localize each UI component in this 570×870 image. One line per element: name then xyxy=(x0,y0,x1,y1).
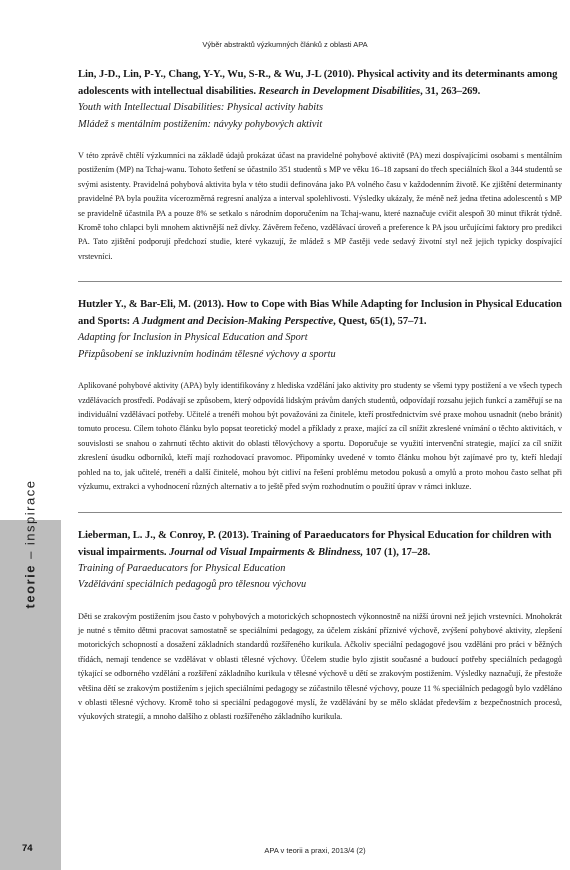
entry-2-abstract: Aplikované pohybové aktivity (APA) byly identifikovány z hlediska vzdělání jako aktivity pro studenty se všemi typy postižení a ve všech typech vzdělávacích prostředí. Podávají se způsobem, který odpovídá lidským právům daných studentů, odpovídají rozsahu jejich funkcí a zaměřují se na individuální vzdělávací potřeby. Učitelé a trenéři mohou být považováni za činitele, kteří prostřednictvím své praxe mohou usnadnit (nebo bránit) tomuto procesu. Cílem tohoto článku bylo popsat teoretický model a příklady z praxe, mající za cíl snížit zkreslené vnímání o těchto aktivitách, v souvislosti se snahou o zahrnutí těchto aktivit do oblasti tělovýchovy a sportu. Doporučuje se využití intervenční strategie, mající za cíl snížit zkreslení úsudku odborníků, kteří mají rozhodovací pravomoc. Připomínky uvedené v tomto článku mohou být zajímavé pro ty, kteří hledají pohled na to, jak učitelé, trenéři a další činitelé, mohou být citliví na řešení problému metodou pokusů a omylů a proto mohou často selhat při výzkumu, extrakci a vyhodnocení různých alternativ a to ještě před svým rozhodnutím o použití úprav v rámci inkluze. xyxy=(78,381,562,492)
entry-2-subtitle-en: Adapting for Inclusion in Physical Education and Sport xyxy=(78,332,308,344)
entry-2-citation xyxy=(78,296,562,330)
entry-1-citation xyxy=(78,66,562,100)
main-content xyxy=(78,66,562,725)
entry-3-subtitle-en: Training of Paraeducators for Physical Education xyxy=(78,562,286,574)
citation-journal: Journal od Visual Impairments & Blindness, xyxy=(169,546,364,558)
entry-1-subtitle-en: Youth with Intellectual Disabilities: Physical activity habits xyxy=(78,102,324,113)
entry-3-abstract: Děti se zrakovým postižením jsou často v pohybových a motorických schopnostech výkonnostně na nižší úrovni než jejich vrstevníci. Mnohokrát je nutné s těmito dětmi pracovat samostatně se speciálními pedagogy, za účelem získání příznivé výchově, zvýšení pohybové aktivity, zlepšení motorických schopností a dosažení základních standardů rozšířeného kurikula. Ačkoliv speciální pedagogové jsou vzděláni pro práci v běžných třídách, nemají tendence se vzdělávat v oblasti tělesné výchovy. Účelem studie bylo zjistit současné a budoucí potřeby speciálních pedagogů týkající se odborného vzdělání a rozšíření základního kurikula v tělesné výchově u dětí se zrakovým postižením. Výsledky naznačují, že přestože většina dětí se zrakovým postižením s jejich speciálními pedagogy se zúčastnilo tělesné výchovy, pouze 11 % speciálních pedagogů bylo vzděláno v oblasti tělesné výchovy. Kromě toho si speciální pedagogové myslí, že vzdělávání by se mělo skládat především z bezpečnostních procesů, výukových strategií, a mnoho dalšího z oblasti rozšířeného základního kurikula. xyxy=(78,611,562,722)
entry-1-subtitle-cs: Mládež s mentálním postižením: návyky pohybových aktivit xyxy=(78,118,323,130)
page-number: 74 xyxy=(22,843,33,854)
citation-text: Hutzler Y., & Bar-Eli, M. (2013). How to Cope with Bias While Adapting for Inclusion in Physical Education and Sports: xyxy=(78,299,562,328)
entry-2-subtitle-cs: Přizpůsobení se inkluzivním hodinám tělesné výchovy a sportu xyxy=(78,348,336,360)
side-tab-word-2: inspirace xyxy=(22,479,38,546)
citation-tail: , 31, 263–269. xyxy=(420,86,481,97)
citation-tail: , Quest, 65(1), 57–71. xyxy=(333,316,427,328)
entry-1 xyxy=(78,66,562,264)
section-divider xyxy=(78,512,562,513)
running-head: Výběr abstraktů výzkumných článků z oblasti APA xyxy=(202,40,368,49)
citation-text: Lieberman, L. J., & Conroy, P. (2013). Training of Paraeducators for Physical Education for children with visual impairments. xyxy=(78,529,552,558)
citation-tail: 107 (1), 17–28. xyxy=(363,546,431,558)
entry-1-abstract: V této zprávě chtělí výzkumníci na základě údajů prokázat účast na pravidelné pohybové aktivitě (PA) mezi dospívajícími osobami s mentálním postižením (MP) na Tchaj-wanu. Tohoto šetření se účastnilo 351 studentů s MP ve věku 16–18 zapsaní do třech speciálních škol a 344 studentů se svými asistenty. Pravidelná pohybová aktivita byla v této studii definována jako PA volného času v každodenním životě. Ke zjištění determinanty pravidelné PA byla použita vícerozměrná regresní analýza a interval spolehlivosti. Výsledky ukázaly, že méně než jedna třetina adolescentů s MP se pravidelně účastnila PA a pouze 8% se setkalo s národním doporučením na Tchaj-wanu, které naznačuje cvičit alespoň 30 minut třikrát týdně. Kromě toho chlapci byli mnohem aktivnější než dívky. Závěrem řečeno, vzdělávací úroveň a preference k PA jsou určujícími faktory pro predikci PA. Tato zjištění podporují předchozí studie, které vykazují, že mládež s MP častěji vede sedavý životní styl než jejich typicky dospívající vrstevníci. xyxy=(78,151,562,261)
section-divider xyxy=(78,281,562,282)
side-tab-word-1: teorie xyxy=(22,564,38,609)
side-tab-dash: – xyxy=(22,545,38,565)
side-tab-label xyxy=(23,480,38,609)
entry-2 xyxy=(78,296,562,494)
page-footer: APA v teorii a praxi, 2013/4 (2) xyxy=(264,846,366,855)
citation-text: Lin, J-D., Lin, P-Y., Chang, Y-Y., Wu, S-R., & Wu, J-L (2010). Physical activity and its determinants among adolescents with intellectual disabilities. xyxy=(78,69,558,97)
entry-3-citation xyxy=(78,527,562,561)
entry-3 xyxy=(78,527,562,725)
entry-3-subtitle-cs: Vzdělávání speciálních pedagogů pro tělesnou výchovu xyxy=(78,579,307,590)
citation-journal: A Judgment and Decision-Making Perspective xyxy=(132,316,334,328)
citation-journal: Research in Development Disabilities xyxy=(258,86,421,97)
